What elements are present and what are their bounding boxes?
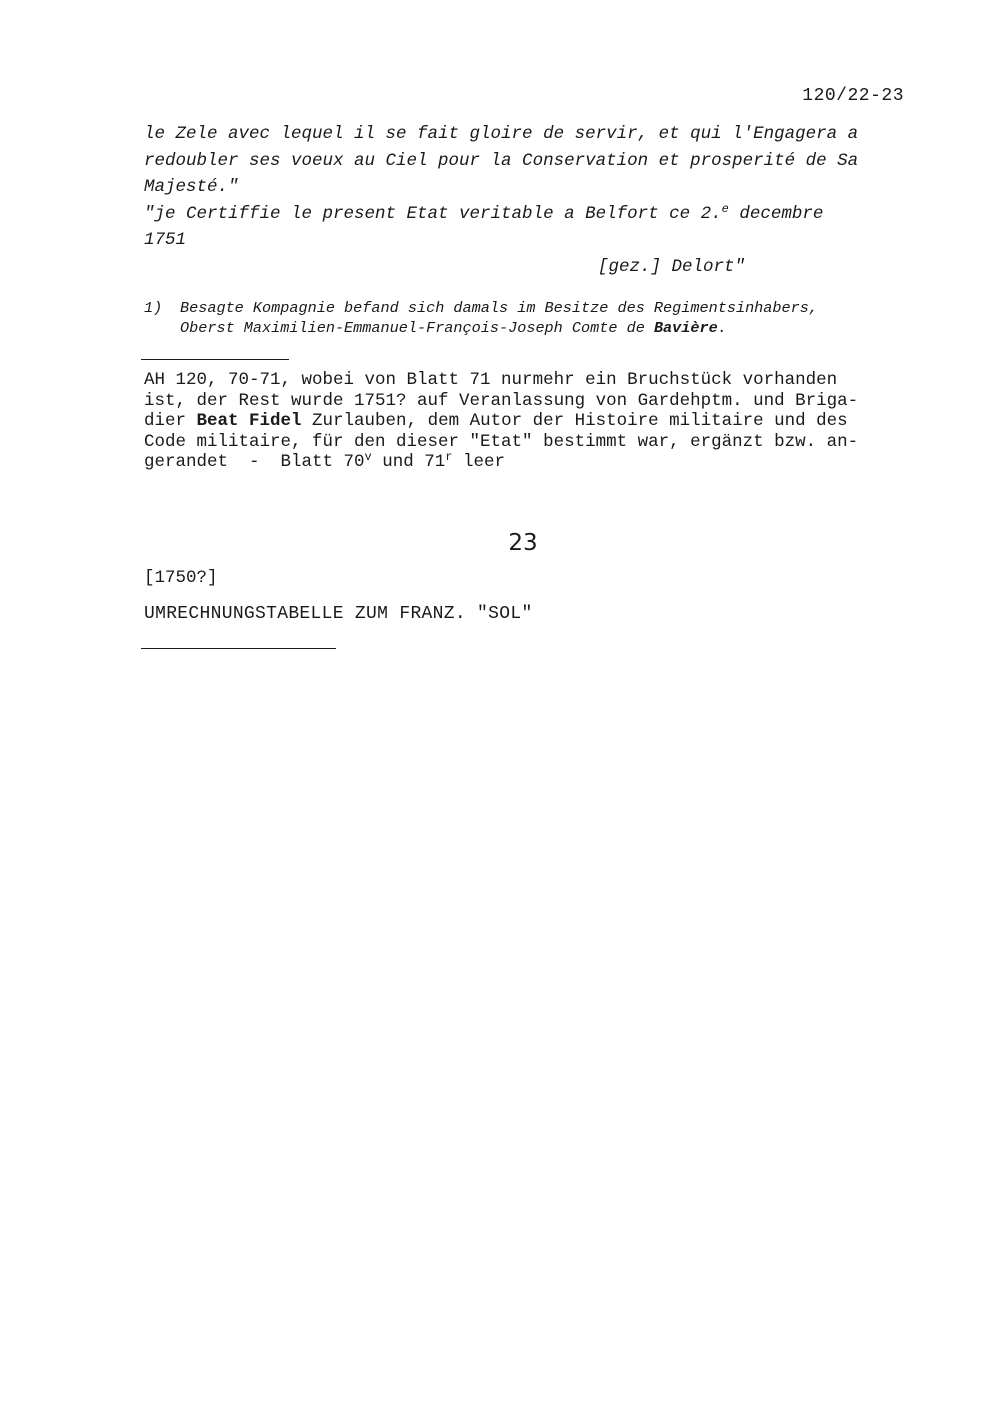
source-line	[144, 452, 904, 473]
quote-line: le Zele avec lequel il se fait gloire de servir, et qui l'Engagera a	[144, 124, 859, 144]
source-line: ist, der Rest wurde 1751? auf Veranlassung von Gardehptm. und Briga-	[144, 390, 859, 411]
footnote-bold-name: Bavière	[653, 319, 718, 337]
source-text: dier	[144, 411, 197, 431]
superscript: v	[364, 450, 372, 464]
source-line	[144, 411, 904, 432]
source-text: leer	[452, 452, 505, 472]
quote-text: decembre	[728, 203, 824, 224]
source-text: gerandet - Blatt 70	[144, 452, 365, 472]
quoted-text	[144, 121, 904, 280]
quote-line: 1751	[144, 230, 187, 250]
superscript: e	[721, 201, 729, 216]
quote-line	[144, 201, 904, 228]
footnote-line	[180, 318, 904, 338]
source-note	[144, 370, 904, 473]
source-text: Zurlauben, dem Autor der Histoire militaire und des	[301, 411, 848, 431]
divider-rule	[141, 359, 289, 360]
footnote-line: Besagte Kompagnie befand sich damals im Besitze des Regimentsinhabers,	[180, 299, 818, 317]
superscript: r	[445, 450, 453, 464]
footnote-text-part: Oberst Maximilien-Emmanuel-François-Joseph Comte de	[180, 319, 654, 337]
footnote-text	[180, 298, 904, 338]
quote-line: Majesté."	[144, 177, 239, 197]
quote-line: redoubler ses voeux au Ciel pour la Conservation et prosperité de Sa	[144, 150, 859, 171]
page-reference: 120/22-23	[802, 86, 904, 106]
source-bold-name: Beat Fidel	[196, 411, 302, 431]
quote-text: "je Certiffie le present Etat veritable a Belfort ce 2.	[144, 203, 722, 224]
signature-line: [gez.] Delort"	[598, 256, 746, 277]
divider-rule	[141, 648, 336, 649]
footnote-text-part: .	[717, 319, 727, 337]
footnote	[144, 298, 904, 338]
entry-date: [1750?]	[144, 568, 218, 588]
source-line: AH 120, 70-71, wobei von Blatt 71 nurmehr ein Bruchstück vorhanden	[144, 370, 838, 390]
source-line: Code militaire, für den dieser "Etat" bestimmt war, ergänzt bzw. an-	[144, 431, 859, 452]
footnote-number: 1)	[144, 299, 163, 317]
source-text: und 71	[371, 452, 446, 472]
entry-title: UMRECHNUNGSTABELLE ZUM FRANZ. "SOL"	[144, 604, 533, 624]
entry-number: 23	[508, 530, 538, 556]
